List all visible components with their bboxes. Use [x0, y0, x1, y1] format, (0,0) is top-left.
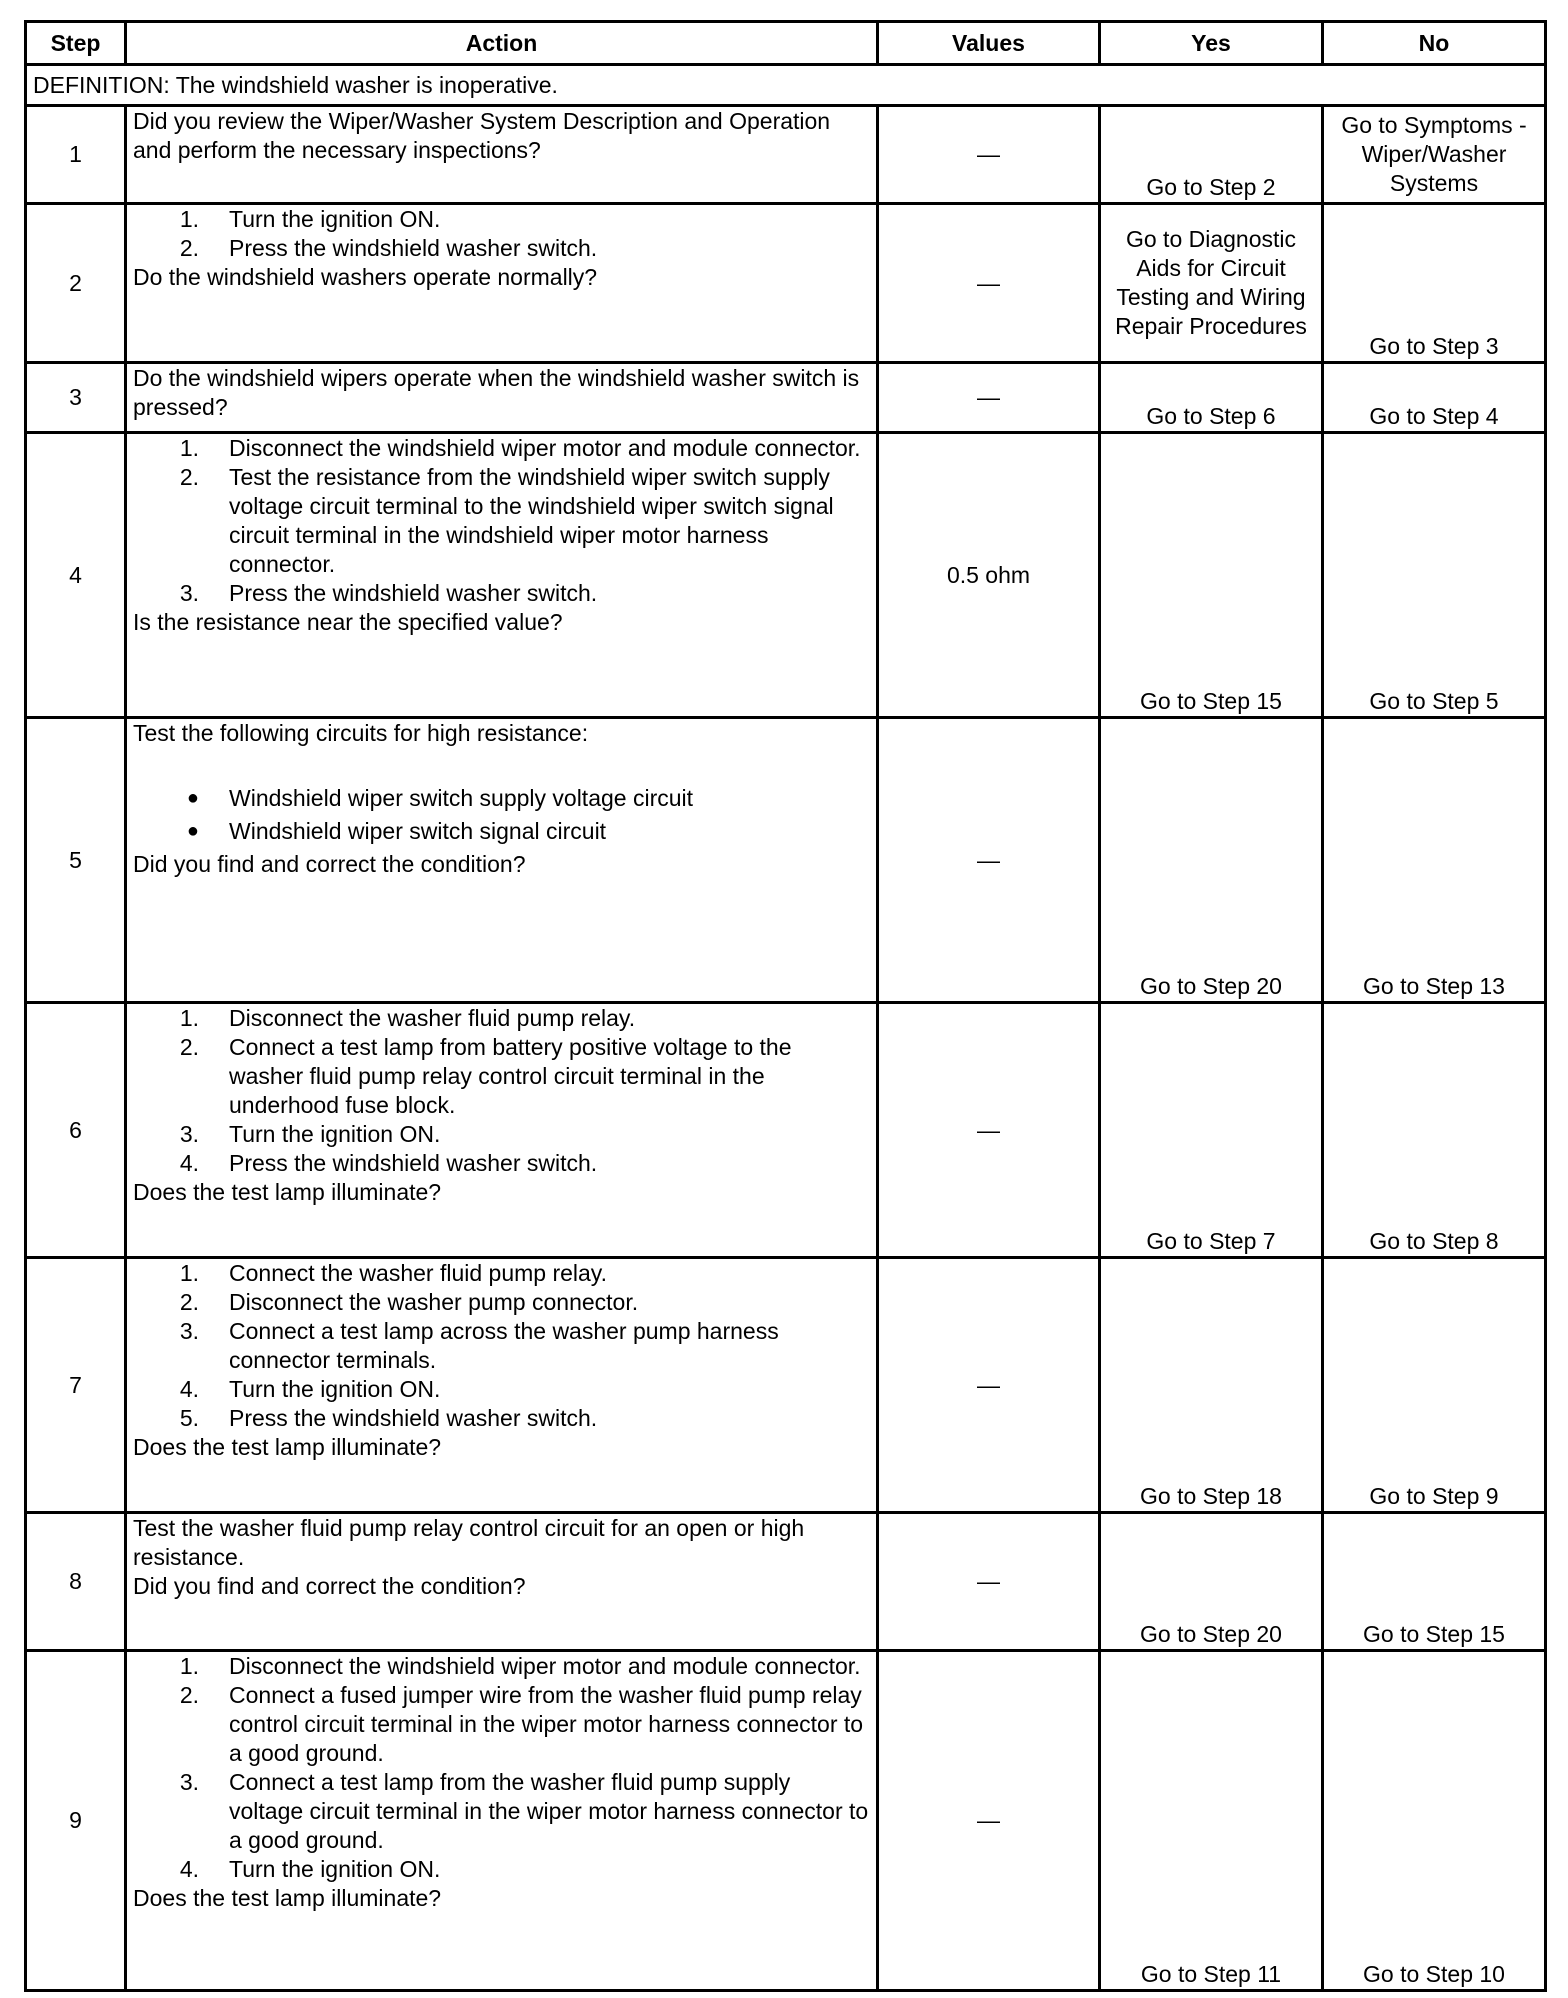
- value-cell: 0.5 ohm: [878, 433, 1100, 718]
- yes-cell: Go to Step 18: [1100, 1258, 1323, 1513]
- no-cell: Go to Symptoms - Wiper/Washer Systems: [1323, 106, 1546, 204]
- no-cell: Go to Step 9: [1323, 1258, 1546, 1513]
- action-steps: [133, 1652, 870, 1884]
- action-question: Did you find and correct the condition?: [133, 1573, 526, 1599]
- list-item: 2. Connect a test lamp from battery positive voltage to the washer fluid pump relay control circuit terminal in the underhood fuse block.: [179, 1034, 792, 1118]
- table-row: [26, 1003, 1546, 1258]
- value-cell: —: [878, 1258, 1100, 1513]
- no-cell: Go to Step 5: [1323, 433, 1546, 718]
- table-row: [26, 1651, 1546, 1991]
- step-number: 2: [26, 204, 126, 363]
- diagnostic-table: [24, 20, 1547, 1992]
- action-intro: Test the following circuits for high resistance:: [133, 720, 589, 746]
- list-item: 2. Press the windshield washer switch.: [179, 235, 598, 261]
- no-cell: Go to Step 3: [1323, 204, 1546, 363]
- header-values: Values: [878, 22, 1100, 65]
- header-row: [26, 22, 1546, 65]
- value-cell: —: [878, 1513, 1100, 1651]
- action-intro: Do the windshield wipers operate when the windshield washer switch is pressed?: [133, 365, 860, 420]
- action-cell: [126, 1003, 878, 1258]
- table-row: [26, 718, 1546, 1003]
- list-item: 1. Disconnect the windshield wiper motor and module connector.: [179, 1653, 861, 1679]
- action-intro: Test the washer fluid pump relay control circuit for an open or high resistance.: [133, 1515, 805, 1570]
- step-number: 7: [26, 1258, 126, 1513]
- header-action: Action: [126, 22, 878, 65]
- no-cell: Go to Step 10: [1323, 1651, 1546, 1991]
- list-item: 1. Turn the ignition ON.: [179, 206, 441, 232]
- list-item: 5. Press the windshield washer switch.: [179, 1405, 598, 1431]
- step-number: 1: [26, 106, 126, 204]
- action-question: Does the test lamp illuminate?: [133, 1179, 442, 1205]
- action-steps: [133, 1259, 870, 1433]
- definition-text: DEFINITION: The windshield washer is inoperative.: [26, 65, 1546, 106]
- list-item: 1. Disconnect the windshield wiper motor and module connector.: [179, 435, 861, 461]
- header-no: No: [1323, 22, 1546, 65]
- table-row: [26, 1513, 1546, 1651]
- yes-cell: Go to Step 20: [1100, 1513, 1323, 1651]
- table-row: [26, 1258, 1546, 1513]
- yes-cell: Go to Step 7: [1100, 1003, 1323, 1258]
- action-question: Does the test lamp illuminate?: [133, 1434, 442, 1460]
- yes-cell: Go to Step 11: [1100, 1651, 1323, 1991]
- yes-cell: Go to Diagnostic Aids for Circuit Testing and Wiring Repair Procedures: [1100, 204, 1323, 363]
- list-item: 4. Press the windshield washer switch.: [179, 1150, 598, 1176]
- list-item: ● Windshield wiper switch supply voltage circuit: [186, 785, 694, 811]
- yes-cell: Go to Step 6: [1100, 363, 1323, 433]
- yes-cell: Go to Step 20: [1100, 718, 1323, 1003]
- action-cell: [126, 1513, 878, 1651]
- circuit-list: [133, 784, 870, 846]
- action-cell: [126, 106, 878, 204]
- step-number: 4: [26, 433, 126, 718]
- yes-cell: Go to Step 15: [1100, 433, 1323, 718]
- no-cell: Go to Step 8: [1323, 1003, 1546, 1258]
- value-cell: —: [878, 106, 1100, 204]
- value-cell: —: [878, 718, 1100, 1003]
- table-row: [26, 204, 1546, 363]
- list-item: 2. Disconnect the washer pump connector.: [179, 1289, 639, 1315]
- table-row: [26, 433, 1546, 718]
- no-cell: Go to Step 15: [1323, 1513, 1546, 1651]
- step-number: 6: [26, 1003, 126, 1258]
- header-yes: Yes: [1100, 22, 1323, 65]
- no-cell: Go to Step 13: [1323, 718, 1546, 1003]
- step-number: 3: [26, 363, 126, 433]
- list-item: 3. Press the windshield washer switch.: [179, 580, 598, 606]
- action-cell: [126, 433, 878, 718]
- list-item: 2. Connect a fused jumper wire from the washer fluid pump relay control circuit terminal in the wiper motor harness connector to a good ground.: [179, 1682, 864, 1766]
- no-cell: Go to Step 4: [1323, 363, 1546, 433]
- value-cell: —: [878, 204, 1100, 363]
- step-number: 8: [26, 1513, 126, 1651]
- step-number: 9: [26, 1651, 126, 1991]
- list-item: 1. Disconnect the washer fluid pump relay.: [179, 1005, 636, 1031]
- list-item: 4. Turn the ignition ON.: [179, 1856, 441, 1882]
- table-row: [26, 363, 1546, 433]
- list-item: 3. Connect a test lamp across the washer pump harness connector terminals.: [179, 1318, 779, 1373]
- action-cell: [126, 204, 878, 363]
- action-intro: Did you review the Wiper/Washer System Description and Operation and perform the necessary inspections?: [133, 108, 831, 163]
- value-cell: —: [878, 1003, 1100, 1258]
- definition-row: [26, 65, 1546, 106]
- action-steps: [133, 434, 870, 608]
- value-cell: —: [878, 363, 1100, 433]
- action-cell: [126, 1258, 878, 1513]
- list-item: 3. Turn the ignition ON.: [179, 1121, 441, 1147]
- action-question: Did you find and correct the condition?: [133, 851, 526, 877]
- action-question: Does the test lamp illuminate?: [133, 1885, 442, 1911]
- list-item: 3. Connect a test lamp from the washer fluid pump supply voltage circuit terminal in the wiper motor harness connector to a good ground.: [179, 1769, 869, 1853]
- value-cell: —: [878, 1651, 1100, 1991]
- table-row: [26, 106, 1546, 204]
- list-item: ● Windshield wiper switch signal circuit: [186, 818, 607, 844]
- step-number: 5: [26, 718, 126, 1003]
- action-cell: [126, 718, 878, 1003]
- list-item: 2. Test the resistance from the windshield wiper switch supply voltage circuit terminal to the windshield wiper switch signal circuit terminal in the windshield wiper motor harness connector.: [179, 464, 834, 577]
- action-cell: [126, 363, 878, 433]
- list-item: 1. Connect the washer fluid pump relay.: [179, 1260, 607, 1286]
- action-question: Is the resistance near the specified value?: [133, 609, 563, 635]
- action-question: Do the windshield washers operate normally?: [133, 264, 598, 290]
- action-cell: [126, 1651, 878, 1991]
- yes-cell: Go to Step 2: [1100, 106, 1323, 204]
- action-steps: [133, 1004, 870, 1178]
- action-steps: [133, 205, 870, 263]
- header-step: Step: [26, 22, 126, 65]
- list-item: 4. Turn the ignition ON.: [179, 1376, 441, 1402]
